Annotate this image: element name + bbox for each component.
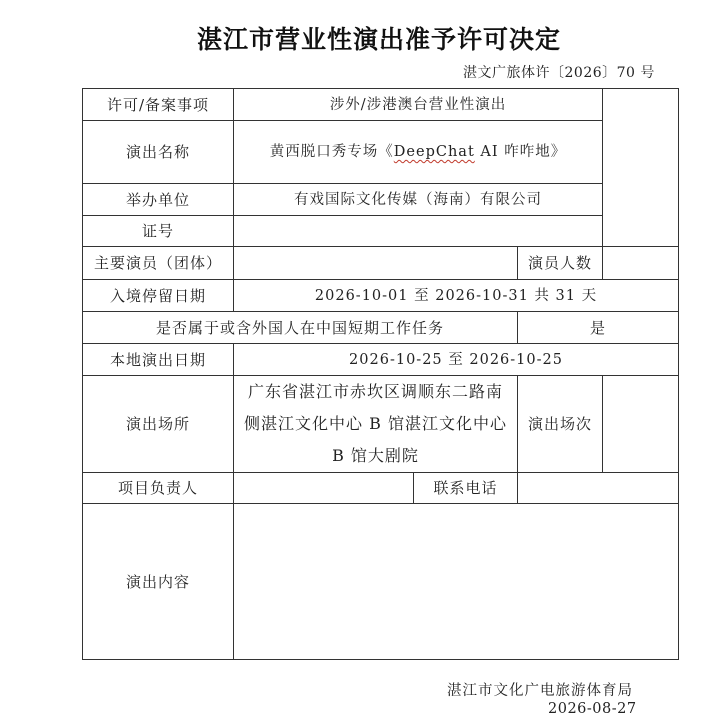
sessions-label: 演出场次 <box>518 376 603 473</box>
show-name-prefix: 黄西脱口秀专场《 <box>269 144 394 160</box>
organizer-label: 举办单位 <box>83 184 234 216</box>
show-name-label: 演出名称 <box>83 121 234 184</box>
table-row <box>83 184 679 216</box>
foreign-work-value: 是 <box>518 312 679 344</box>
performer-count-value <box>603 247 679 280</box>
entry-dates-label: 入境停留日期 <box>83 280 234 312</box>
show-name-highlight: DeepChat <box>393 144 475 160</box>
table-row <box>83 376 679 473</box>
certificate-label: 证号 <box>83 216 234 247</box>
foreign-work-label: 是否属于或含外国人在中国短期工作任务 <box>83 312 518 344</box>
phone-value <box>518 473 679 504</box>
document-number: 湛文广旅体许〔2026〕70 号 <box>463 65 655 81</box>
table-row <box>83 280 679 312</box>
table-row <box>83 312 679 344</box>
table-row <box>83 247 679 280</box>
phone-label: 联系电话 <box>414 473 518 504</box>
permit-item-value: 涉外/涉港澳台营业性演出 <box>234 89 603 121</box>
blank-cell <box>603 89 679 247</box>
local-dates-label: 本地演出日期 <box>83 344 234 376</box>
table-row <box>83 216 679 247</box>
issuer: 湛江市文化广电旅游体育局 <box>447 683 633 699</box>
page-title: 湛江市营业性演出准予许可决定 <box>196 25 561 54</box>
project-lead-label: 项目负责人 <box>83 473 234 504</box>
organizer-value: 有戏国际文化传媒（海南）有限公司 <box>234 184 603 216</box>
main-performers-value <box>234 247 518 280</box>
content-value <box>234 504 679 660</box>
show-name-suffix: AI 咋咋地》 <box>474 144 567 160</box>
table-row <box>83 89 679 121</box>
local-dates-value: 2026-10-25 至 2026-10-25 <box>234 344 679 376</box>
venue-label: 演出场所 <box>83 376 234 473</box>
main-performers-label: 主要演员（团体） <box>83 247 234 280</box>
table-row <box>83 504 679 660</box>
project-lead-value <box>234 473 414 504</box>
table-row <box>83 121 679 184</box>
performer-count-label: 演员人数 <box>518 247 603 280</box>
permit-item-label: 许可/备案事项 <box>83 89 234 121</box>
table-row <box>83 344 679 376</box>
entry-dates-value: 2026-10-01 至 2026-10-31 共 31 天 <box>234 280 679 312</box>
issue-date: 2026-08-27 <box>548 701 637 717</box>
permit-table <box>82 88 679 660</box>
certificate-value <box>234 216 603 247</box>
table-row <box>83 473 679 504</box>
content-label: 演出内容 <box>83 504 234 660</box>
sessions-value <box>603 376 679 473</box>
venue-value: 广东省湛江市赤坎区调顺东二路南侧湛江文化中心 B 馆湛江文化中心 B 馆大剧院 <box>234 376 518 473</box>
show-name-value <box>234 121 603 184</box>
